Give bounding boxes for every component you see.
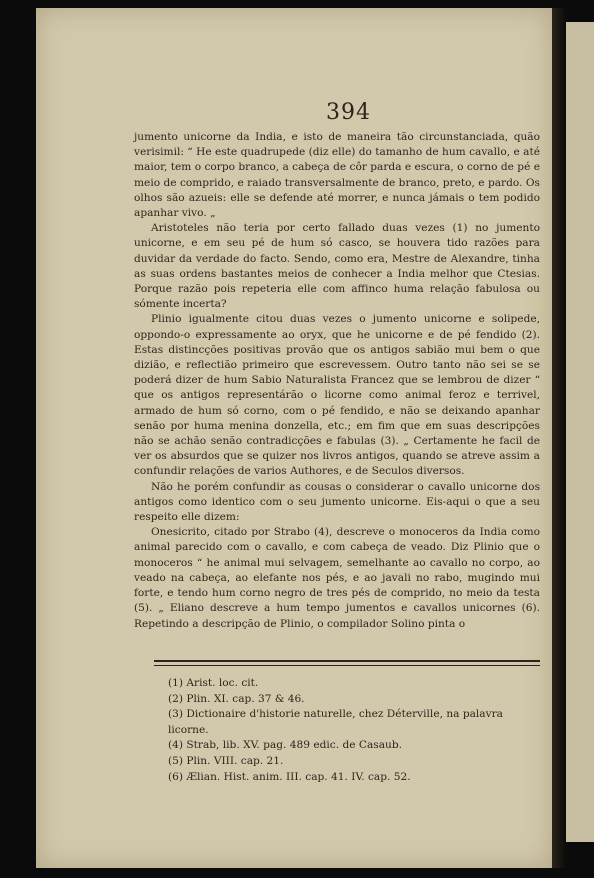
footnote-6: (6) Ælian. Hist. anim. III. cap. 41. IV. cap. 52. xyxy=(168,770,411,783)
facing-page-edge xyxy=(566,22,594,842)
paragraph-1: jumento unicorne da India, e isto de maneira tão circunstanciada, quão verisimil: “ He este quadrupede (diz elle) do tamanho de hum cavallo, e até maior, tem o corpo branco, a cabeça de côr parda e escura, o corno de pé e meio de comprido, e raiado transversalmente de branco, preto, e pardo. Os olhos são azueis: elle se defende até morrer, e nunca jámais o tem podido apanhar vivo. „ xyxy=(134,131,540,220)
paragraph-4: Não he porém confundir as cousas o considerar o cavallo unicorne dos antigos como identico com o seu jumento unicorne. Eis-aqui o que a seu respeito elle dizem: xyxy=(134,480,540,524)
footnote-1: (1) Arist. loc. cit. xyxy=(168,677,259,689)
footnote-5: (5) Plin. VIII. cap. 21. xyxy=(168,754,284,767)
footnote-rule xyxy=(154,660,540,662)
body-text xyxy=(134,130,540,632)
footnote-rule-thin xyxy=(154,665,540,666)
spine-shadow xyxy=(552,8,566,868)
paragraph-3: Plinio igualmente citou duas vezes o jumento unicorne e solipede, oppondo-o expressamente ao oryx, que he unicorne e de pé fendido (2). Estas distincções positivas provão que os antigos sabião mui bem o que dizião, e reflectião primeiro que escrevessem. Outro tanto não sei se se poderá dizer de hum Sabio Naturalista Francez que se lembrou de dizer “ que os antigos representárão o licorne como animal feroz e terrivel, armado de hum só corno, com o pé fendido, e não se deixando apanhar senão por huma menina donzella, etc.; em fim que em suas descripções não se achão senão contradicções e fabulas (3). „ Certamente he facil de ver os absurdos que se quizer nos livros antigos, quando se atreve assim a confundir relações de varios Authores, e de Seculos diversos. xyxy=(134,313,540,478)
footnote-4: (4) Strab, lib. XV. pag. 489 edic. de Casaub. xyxy=(168,739,403,752)
footnote-3: (3) Dictionaire d'historie naturelle, chez Déterville, na palavra licorne. xyxy=(168,708,503,736)
paragraph-2: Aristoteles não teria por certo fallado duas vezes (1) no jumento unicorne, e em seu pé de hum só casco, se houvera tido razões para duvidar da verdade do facto. Sendo, como era, Mestre de Alexandre, tinha as suas ordens bastantes meios de conhecer a India melhor que Ctesias. Porque razão pois repeteria elle com affinco huma relação fabulosa ou sómente incerta? xyxy=(134,222,540,311)
page-number: 394 xyxy=(326,100,371,125)
paragraph-5: Onesicrito, citado por Strabo (4), descreve o monoceros da India como animal parecido com o cavallo, e com cabeça de veado. Diz Plinio que o monoceros “ he animal mui selvagem, semelhante ao cavallo no corpo, ao veado na cabeça, ao elefante nos pés, e ao javali no rabo, mugindo mui forte, e tendo hum corno negro de tres pés de comprido, no meio da testa (5). „ Eliano descreve a hum tempo jumentos e cavallos unicornes (6). Repetindo a descripção de Plinio, o compilador Solino pinta o xyxy=(134,526,540,630)
footnote-2: (2) Plin. XI. cap. 37 & 46. xyxy=(168,692,305,705)
footnotes xyxy=(168,676,540,785)
